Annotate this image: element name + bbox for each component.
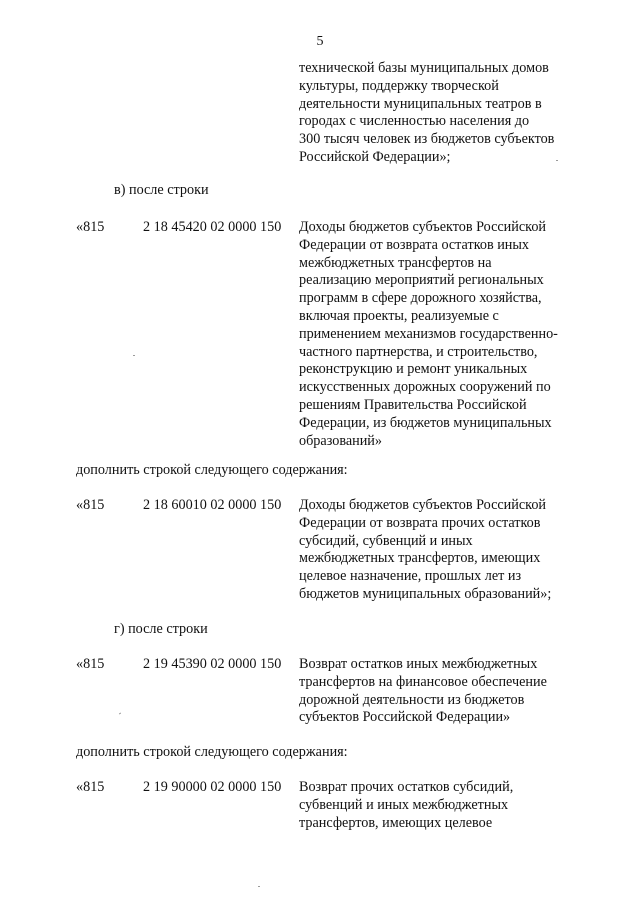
text-line: Доходы бюджетов субъектов Российской: [299, 219, 547, 235]
scan-speck: [258, 886, 260, 887]
text-line: включая проекты, реализуемые с: [299, 307, 499, 324]
text-line: 300 тысяч человек из бюджетов субъектов: [299, 131, 555, 148]
entry-budget-code: 2 19 90000 02 0000 150: [143, 779, 282, 795]
text-line: технической базы муниципальных домов: [299, 60, 549, 76]
text-line: бюджетов муниципальных образований»;: [299, 585, 552, 602]
text-line: культуры, поддержку творческой: [299, 77, 499, 94]
text-line: дорожной деятельности из бюджетов: [299, 691, 525, 708]
text-line: образований»: [299, 432, 382, 449]
entry-budget-code: 2 19 45390 02 0000 150: [143, 656, 282, 672]
text-line: Федерации, из бюджетов муниципальных: [299, 414, 552, 431]
page-number: 5: [316, 34, 324, 49]
entry-admin-code: «815: [76, 219, 105, 235]
text-line: искусственных дорожных сооружений по: [299, 379, 551, 396]
text-line: субъектов Российской Федерации»: [299, 709, 511, 726]
instruction-g: г) после строки: [114, 621, 208, 637]
text-line: реконструкцию и ремонт уникальных: [299, 361, 528, 378]
text-line: трансфертов на финансовое обеспечение: [299, 673, 547, 690]
text-line: межбюджетных трансфертов, имеющих: [299, 550, 541, 567]
text-line: трансфертов, имеющих целевое: [299, 814, 493, 831]
text-line: частного партнерства, и строительство,: [299, 343, 538, 360]
entry-admin-code: «815: [76, 779, 105, 795]
entry-description: [299, 779, 599, 832]
text-line: Федерации от возврата остатков иных: [299, 236, 530, 253]
text-line: субвенций и иных межбюджетных: [299, 796, 509, 813]
entry-description: [299, 497, 599, 604]
entry-budget-code: 2 18 45420 02 0000 150: [143, 219, 282, 235]
text-line: реализацию мероприятий региональных: [299, 272, 544, 289]
text-line: применением механизмов государственно-: [299, 325, 558, 342]
text-line: Доходы бюджетов субъектов Российской: [299, 497, 547, 513]
scan-speck: [556, 160, 558, 161]
text-line: Российской Федерации»;: [299, 148, 451, 165]
text-line: Возврат остатков иных межбюджетных: [299, 656, 538, 672]
entry-admin-code: «815: [76, 497, 105, 513]
continued-text-block: [299, 60, 599, 167]
entry-budget-code: 2 18 60010 02 0000 150: [143, 497, 282, 513]
text-line: субсидий, субвенций и иных: [299, 532, 473, 549]
instruction-add-row-1: дополнить строкой следующего содержания:: [76, 462, 348, 478]
text-line: программ в сфере дорожного хозяйства,: [299, 290, 542, 307]
text-line: городах с численностью населения до: [299, 113, 530, 130]
text-line: межбюджетных трансфертов на: [299, 254, 492, 271]
entry-description: [299, 656, 599, 727]
scan-speck: [119, 713, 121, 715]
instruction-v: в) после строки: [114, 182, 209, 198]
instruction-add-row-2: дополнить строкой следующего содержания:: [76, 744, 348, 760]
text-line: Федерации от возврата прочих остатков: [299, 514, 541, 531]
entry-description: [299, 219, 599, 450]
entry-admin-code: «815: [76, 656, 105, 672]
text-line: Возврат прочих остатков субсидий,: [299, 779, 514, 795]
text-line: решениям Правительства Российской: [299, 396, 527, 413]
text-line: целевое назначение, прошлых лет из: [299, 568, 522, 585]
text-line: деятельности муниципальных театров в: [299, 95, 542, 112]
scan-speck: [133, 355, 135, 356]
